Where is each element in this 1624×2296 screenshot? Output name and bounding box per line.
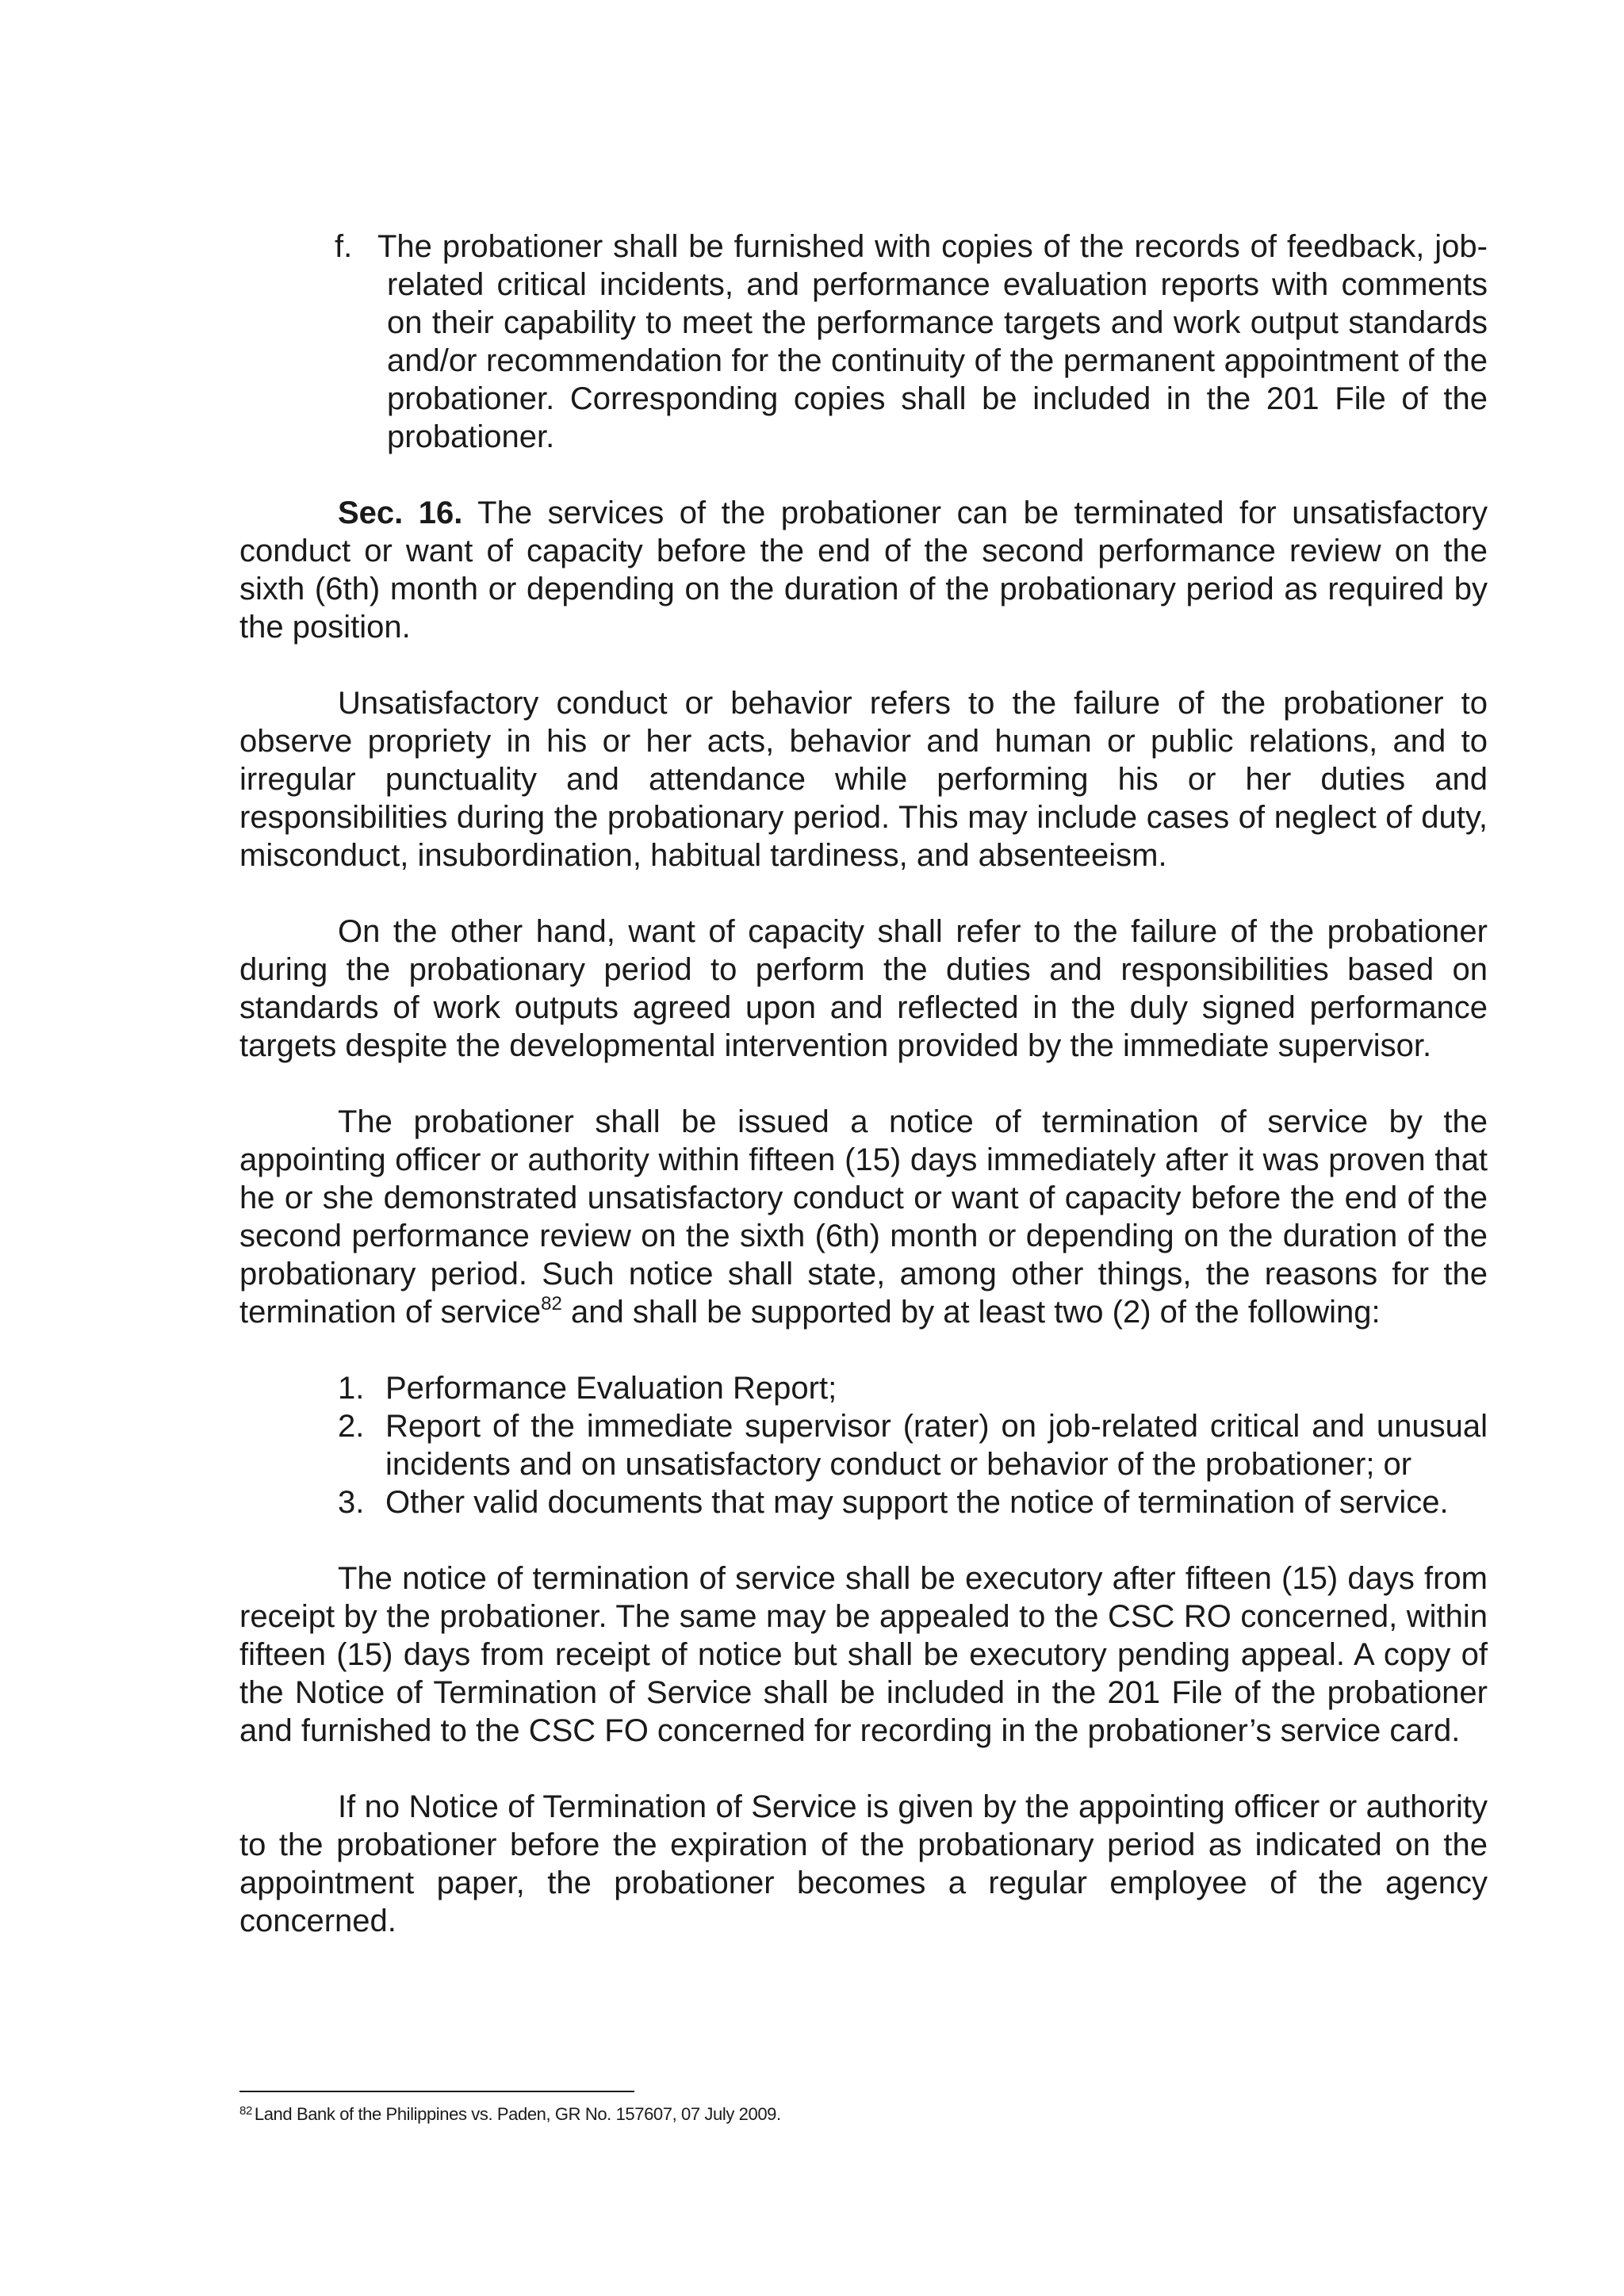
list-item <box>338 1483 1488 1521</box>
list-item-f-text: The probationer shall be furnished with copies of the records of feedback, job-related critical incidents, and performance evaluation reports with comments on their capability to meet the performance targets and work output standards and/or recommendation for the continuity of the permanent appointment of the probationer. Corresponding copies shall be included in the 201 File of the probationer. <box>377 229 1488 454</box>
list-item <box>338 1369 1488 1407</box>
document-body <box>239 228 1488 1940</box>
footnote-divider <box>239 2091 634 2092</box>
regular-employee-paragraph: If no Notice of Termination of Service is given by the appointing officer or authority to the probationer before the expiration of the probationary period as indicated on the appointment paper, the probationer becomes a regular employee of the agency concerned. <box>239 1789 1488 1938</box>
list-item-text: Report of the immediate supervisor (rater) on job-related critical and unusual incidents and on unsatisfactory conduct or behavior of the probationer; or <box>385 1409 1488 1482</box>
list-number: 1. <box>338 1371 365 1406</box>
list-item-text: Performance Evaluation Report; <box>385 1371 837 1406</box>
list-marker-f: f. <box>335 229 353 264</box>
notice-text-before-ref: The probationer shall be issued a notice of termination of service by the appointing officer or authority within fifteen (15) days immediately after it was proven that he or she demonstrated unsatisfactory conduct or want of capacity before the end of the second performance review on the sixth (6th) month or depending on the duration of the probationary period. Such notice shall state, among other things, the reasons for the termination of service <box>239 1104 1488 1330</box>
unsatisfactory-conduct-paragraph: Unsatisfactory conduct or behavior refers to the failure of the probationer to observe propriety in his or her acts, behavior and human or public relations, and to irregular punctuality and attendance while performing his or her duties and responsibilities during the probationary period. This may include cases of neglect of duty, misconduct, insubordination, habitual tardiness, and absenteeism. <box>239 686 1488 873</box>
list-item-text: Other valid documents that may support the notice of termination of service. <box>385 1485 1449 1520</box>
supporting-documents-list <box>239 1369 1488 1521</box>
executory-paragraph: The notice of termination of service shall be executory after fifteen (15) days from receipt by the probationer. The same may be appealed to the CSC RO concerned, within fifteen (15) days from receipt of notice but shall be executory pending appeal. A copy of the Notice of Termination of Service shall be included in the 201 File of the probationer and furnished to the CSC FO concerned for recording in the probationer’s service card. <box>239 1561 1488 1748</box>
footnote-reference-82[interactable]: 82 <box>541 1293 562 1314</box>
section-16-text: The services of the probationer can be terminated for unsatisfactory conduct or want of capacity before the end of the second performance review on the sixth (6th) month or depending on the duration of the probationary period as required by the position. <box>239 496 1488 645</box>
notice-of-termination-paragraph <box>239 1103 1488 1331</box>
list-number: 2. <box>338 1409 365 1444</box>
footnote-number: 82 <box>239 2104 252 2118</box>
want-of-capacity-paragraph: On the other hand, want of capacity shall refer to the failure of the probationer during the probationary period to perform the duties and responsibilities based on standards of work outputs agreed upon and reflected in the duly signed performance targets despite the developmental intervention provided by the immediate supervisor. <box>239 914 1488 1063</box>
list-number: 3. <box>338 1485 365 1520</box>
section-16-label: Sec. 16. <box>338 496 463 530</box>
notice-text-after-ref: and shall be supported by at least two (2) of the following: <box>561 1295 1381 1330</box>
footnote-text: Land Bank of the Philippines vs. Paden, GR No. 157607, 07 July 2009. <box>254 2104 781 2124</box>
footnote-82 <box>239 2103 781 2126</box>
section-16-paragraph <box>239 494 1488 646</box>
list-item-f <box>335 228 1488 456</box>
list-item <box>338 1407 1488 1483</box>
